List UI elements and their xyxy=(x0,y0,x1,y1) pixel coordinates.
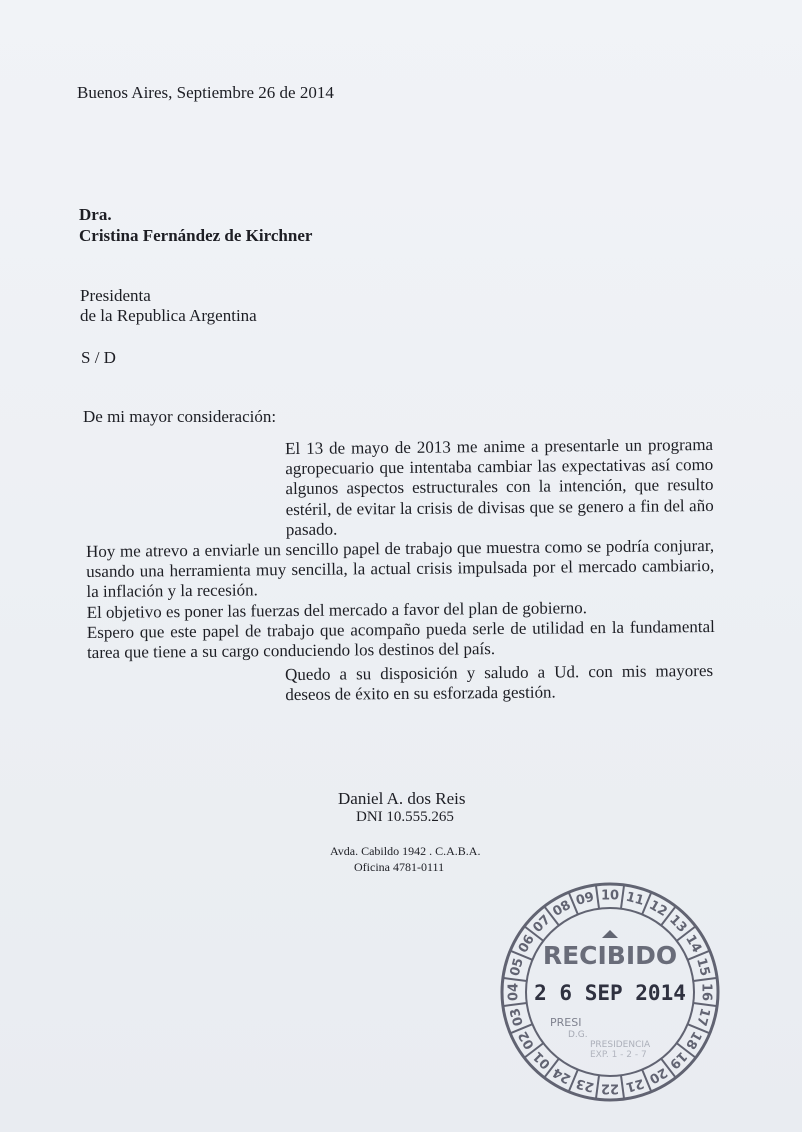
stamp-ring-number: 19 xyxy=(666,1048,690,1072)
stamp-ring-number: 06 xyxy=(515,932,538,956)
stamp-ring-number: 23 xyxy=(574,1075,596,1095)
stamp-lower-text: EXP. 1 - 2 - 7 xyxy=(590,1050,647,1060)
stamp-lower-text: PRESIDENCIA xyxy=(590,1040,651,1050)
stamp-date: 2 6 SEP 2014 xyxy=(534,981,686,1005)
recipient-name: Cristina Fernández de Kirchner xyxy=(79,226,313,245)
signature-name: Daniel A. dos Reis xyxy=(338,789,466,808)
stamp-ring-number: 24 xyxy=(550,1064,574,1087)
stamp-ring-divider xyxy=(621,885,624,909)
closing-paragraph xyxy=(85,661,713,707)
signature-address: Avda. Cabildo 1942 . C.A.B.A. xyxy=(330,844,481,858)
stamp-ring-divider xyxy=(503,978,527,981)
salutation: De mi mayor consideración: xyxy=(83,407,277,426)
arrow-up-icon xyxy=(602,930,618,938)
stamp-ring-number: 12 xyxy=(646,897,670,920)
stamp-ring-divider xyxy=(621,1075,624,1099)
date-line: Buenos Aires, Septiembre 26 de 2014 xyxy=(77,83,334,102)
stamp-ring-divider xyxy=(693,978,717,981)
signature-office: Oficina 4781-0111 xyxy=(354,860,445,874)
stamp-ring-number: 22 xyxy=(600,1080,620,1096)
stamp-ring-number: 01 xyxy=(530,1048,554,1072)
signature-dni: DNI 10.555.265 xyxy=(356,809,454,825)
stamp-label: RECIBIDO xyxy=(542,941,678,970)
stamp-ring-number: 18 xyxy=(682,1028,705,1052)
body-paragraph: El 13 de mayo de 2013 me anime a presentarle un programa agropecuario que intentaba cambiar las expectativas así como algunos aspectos estructurales con la intención, que resulto estéril, de evitar la crisis de divisas que se genero a fin del año pasado. xyxy=(284,434,714,539)
body-paragraph: Hoy me atrevo a enviarle un sencillo papel de trabajo que muestra como se podría conjurar, usando una herramienta muy sencilla, la actual crisis impulsada por el mercado cambiario, la inflación y la recesión. xyxy=(85,535,715,602)
stamp-lower-text: PRESI xyxy=(550,1016,582,1029)
stamp-ring-number: 07 xyxy=(530,912,554,936)
received-stamp xyxy=(498,880,723,1105)
stamp-ring-number: 13 xyxy=(666,912,690,936)
sd-abbreviation: S / D xyxy=(81,348,116,367)
stamp-ring-number: 02 xyxy=(515,1028,538,1052)
stamp-ring-number: 10 xyxy=(600,888,620,904)
stamp-ring-number: 17 xyxy=(693,1006,713,1028)
stamp-ring-divider xyxy=(503,1003,527,1006)
stamp-ring-divider xyxy=(596,885,599,909)
stamp-ring-number: 15 xyxy=(693,956,713,978)
received-stamp-graphic xyxy=(498,880,723,1105)
recipient-role-line-1: Presidenta xyxy=(80,286,151,305)
stamp-ring-number: 09 xyxy=(574,889,596,909)
stamp-lower-text: D.G. xyxy=(568,1030,588,1040)
letter-body xyxy=(85,435,715,663)
recipient-role-line-2: de la Republica Argentina xyxy=(80,306,257,325)
body-paragraph: El objetivo es poner las fuerzas del mercado a favor del plan de gobierno. xyxy=(86,597,588,622)
recipient-title: Dra. xyxy=(79,205,112,224)
body-paragraph: Espero que este papel de trabajo que acompaño pueda serle de utilidad en la fundamental tarea que tiene a su cargo conduciendo los destinos del país. xyxy=(86,616,715,663)
stamp-ring-number: 21 xyxy=(624,1075,646,1095)
stamp-ring-number: 16 xyxy=(698,982,714,1002)
stamp-ring-number: 14 xyxy=(682,932,705,956)
stamp-ring-number: 11 xyxy=(624,889,646,909)
stamp-ring-divider xyxy=(693,1003,717,1006)
stamp-ring-number: 20 xyxy=(646,1064,670,1087)
stamp-ring-number: 05 xyxy=(507,956,527,978)
stamp-ring-number: 04 xyxy=(506,982,522,1002)
stamp-ring-divider xyxy=(596,1075,599,1099)
stamp-ring-number: 03 xyxy=(507,1006,527,1028)
stamp-ring-number: 08 xyxy=(550,897,574,920)
closing-text: Quedo a su disposición y saludo a Ud. con mis mayores deseos de éxito en su esforzada gestión. xyxy=(284,660,714,705)
